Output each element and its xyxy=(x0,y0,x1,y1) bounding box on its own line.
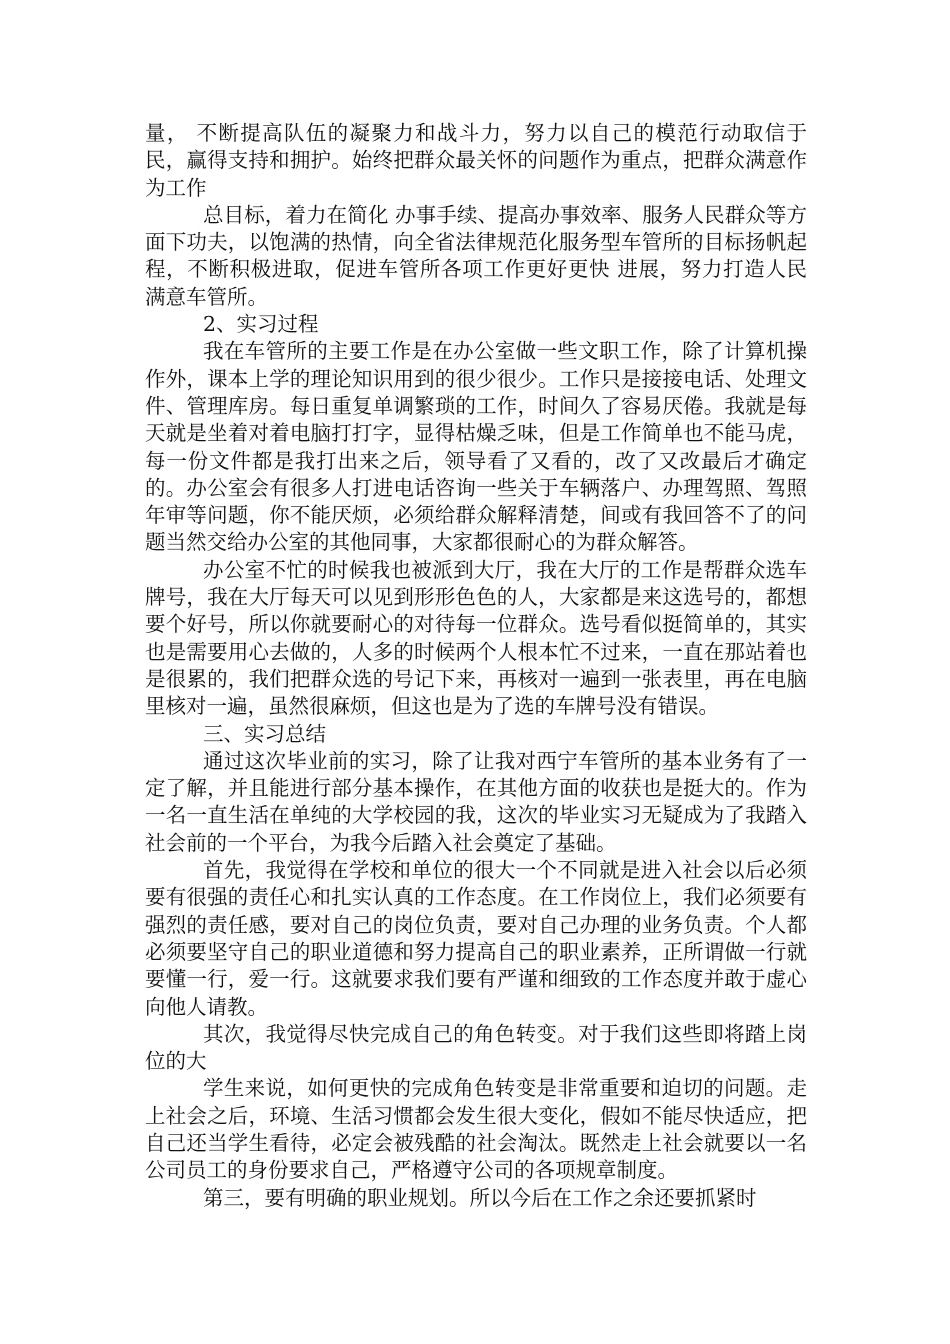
paragraph-hall-work: 办公室不忙的时候我也被派到大厅，我在大厅的工作是帮群众选车牌号，我在大厅每天可以见到形形色色的人，大家都是来这选号的，都想要个好号，所以你就要耐心的对待每一位群众。选号看似挺简单的，其实也是需要用心去做的，人多的时候两个人根本忙不过来，一直在那站着也是很累的，我们把群众选的号记下来，再核对一遍到一张表里，再在电脑里核对一遍，虽然很麻烦，但这也是为了选的车牌号没有错误。 xyxy=(145,557,807,719)
document-body xyxy=(145,120,807,1212)
paragraph-1: 量， 不断提高队伍的凝聚力和战斗力，努力以自己的模范行动取信于民，赢得支持和拥护。始终把群众最关怀的问题作为重点，把群众满意作为工作 xyxy=(145,121,807,200)
section-heading-internship-summary: 三、实习总结 xyxy=(203,721,326,746)
paragraph-office-work: 我在车管所的主要工作是在办公室做一些文职工作，除了计算机操作外，课本上学的理论知识用到的很少很少。工作只是接接电话、处理文件、管理库房。每日重复单调繁琐的工作，时间久了容易厌倦。我就是每天就是坐着对着电脑打打字，显得枯燥乏味，但是工作简单也不能马虎，每一份文件都是我打出来之后，领导看了又看的，改了又改最后才确定的。办公室会有很多人打进电话咨询一些关于车辆落户、办理驾照、驾照年审等问题，你不能厌烦，必须给群众解释清楚，间或有我回答不了的问题当然交给办公室的其他同事，大家都很耐心的为群众解答。 xyxy=(145,339,807,555)
paragraph-third-point: 第三，要有明确的职业规划。所以今后在工作之余还要抓紧时 xyxy=(203,1185,757,1210)
paragraph-summary: 通过这次毕业前的实习，除了让我对西宁车管所的基本业务有了一定了解，并且能进行部分基本操作，在其他方面的收获也是挺大的。作为一名一直生活在单纯的大学校园的我，这次的毕业实习无疑成为了我踏入社会前的一个平台，为我今后踏入社会奠定了基础。 xyxy=(145,748,807,855)
section-heading-internship-process: 2、实习过程 xyxy=(203,312,319,337)
paragraph-first-point: 首先，我觉得在学校和单位的很大一个不同就是进入社会以后必须要有很强的责任心和扎实认真的工作态度。在工作岗位上，我们必须要有强烈的责任感，要对自己的岗位负责，要对自己办理的业务负责。个人都必须要坚守自己的职业道德和努力提高自己的职业素养，正所谓做一行就要懂一行，爱一行。这就要求我们要有严谨和细致的工作态度并敢于虚心向他人请教。 xyxy=(145,858,807,1019)
paragraph-second-point: 其次，我觉得尽快完成自己的角色转变。对于我们这些即将踏上岗位的大 xyxy=(145,1021,807,1074)
paragraph-second-point-continued: 学生来说，如何更快的完成角色转变是非常重要和迫切的问题。走上社会之后，环境、生活习惯都会发生很大变化，假如不能尽快适应，把自己还当学生看待，必定会被残酷的社会淘汰。既然走上社会就要以一名公司员工的身份要求自己，严格遵守公司的各项规章制度。 xyxy=(145,1076,807,1183)
paragraph-2: 总目标，着力在简化 办事手续、提高办事效率、服务人民群众等方面下功夫，以饱满的热情，向全省法律规范化服务型车管所的目标扬帆起程，不断积极进取，促进车管所各项工作更好更快 进展，努力打造人民满意车管所。 xyxy=(145,202,807,309)
